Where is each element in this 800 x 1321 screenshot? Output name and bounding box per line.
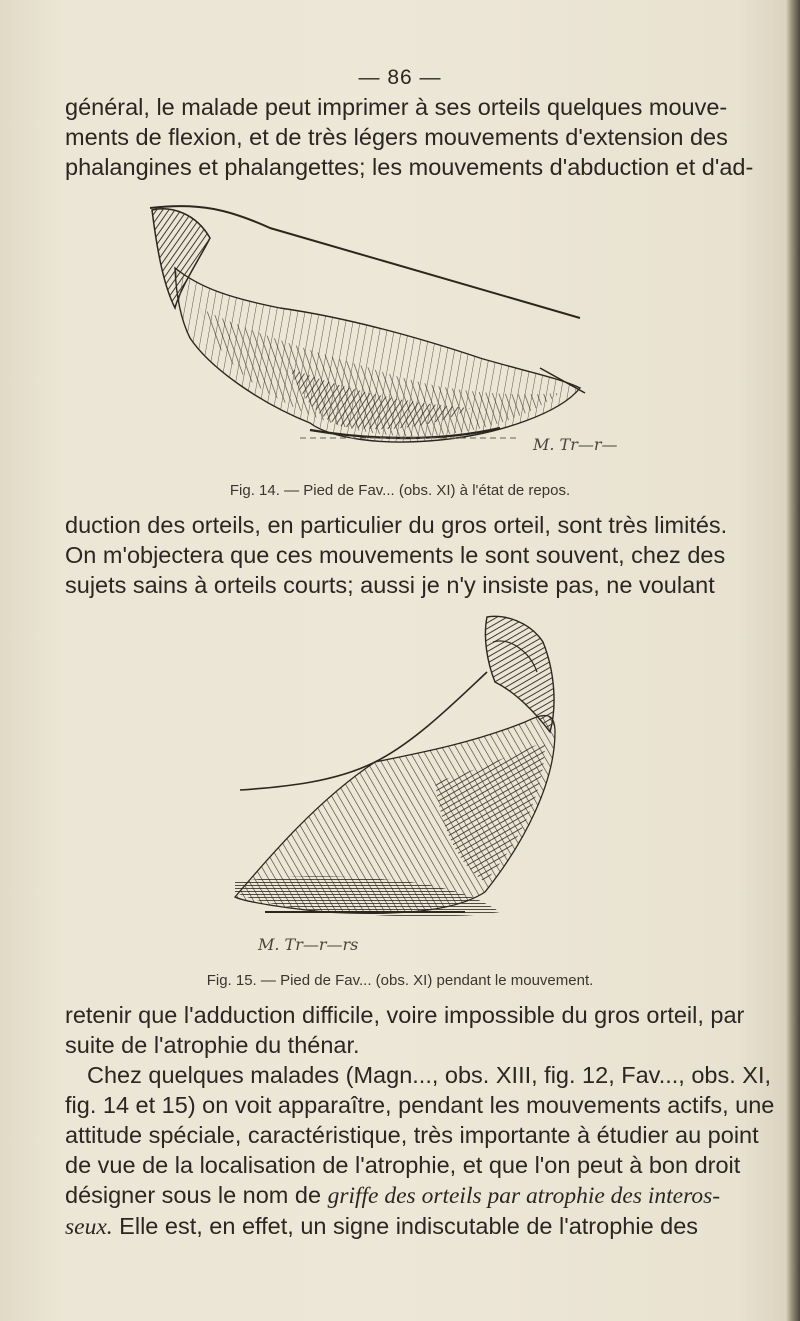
paragraph-1 xyxy=(65,92,754,182)
text-line: général, le malade peut imprimer à ses orteils quelques mouve- xyxy=(65,94,728,120)
page-number: — 86 — xyxy=(358,66,442,89)
text-line: duction des orteils, en particulier du gros orteil, sont très limités. xyxy=(65,512,728,538)
figure-14-handwritten-note: M. Tr—r— xyxy=(533,435,618,454)
text-line xyxy=(65,1180,745,1211)
text-line: retenir que l'adduction difficile, voire impossible du gros orteil, par xyxy=(65,1002,745,1028)
text-line: attitude spéciale, caractéristique, très importante à étudier au point xyxy=(65,1122,759,1148)
figure-15-foot-illustration xyxy=(225,612,585,922)
figure-14-caption: Fig. 14. — Pied de Fav... (obs. XI) à l'état de repos. xyxy=(229,482,571,499)
text-line: ments de flexion, et de très légers mouvements d'extension des xyxy=(65,124,728,150)
paragraph-2 xyxy=(65,510,745,600)
text-segment: désigner sous le nom de xyxy=(65,1182,328,1208)
text-line: de vue de la localisation de l'atrophie, et que l'on peut à bon droit xyxy=(65,1152,741,1178)
italic-term: seux. xyxy=(65,1214,113,1240)
figure-14-foot-illustration xyxy=(140,198,660,468)
page-edge xyxy=(786,0,800,1321)
italic-term: griffe des orteils par atrophie des interos- xyxy=(327,1183,721,1209)
text-line: fig. 14 et 15) on voit apparaître, pendant les mouvements actifs, une xyxy=(65,1092,775,1118)
text-line: Chez quelques malades (Magn..., obs. XIII, fig. 12, Fav..., obs. XI, xyxy=(87,1062,772,1088)
figure-15-caption: Fig. 15. — Pied de Fav... (obs. XI) pendant le mouvement. xyxy=(206,972,594,989)
text-line: sujets sains à orteils courts; aussi je n'y insiste pas, ne voulant xyxy=(65,572,715,598)
text-line: phalangines et phalangettes; les mouvements d'abduction et d'ad- xyxy=(65,154,754,180)
figure-15-handwritten-note: M. Tr—r—rs xyxy=(258,935,359,954)
paragraph-3 xyxy=(65,1000,775,1242)
text-segment: Elle est, en effet, un signe indiscutable de l'atrophie des xyxy=(112,1213,699,1239)
text-line: On m'objectera que ces mouvements le sont souvent, chez des xyxy=(65,542,726,568)
text-line: suite de l'atrophie du thénar. xyxy=(65,1032,360,1058)
text-line xyxy=(65,1211,745,1242)
